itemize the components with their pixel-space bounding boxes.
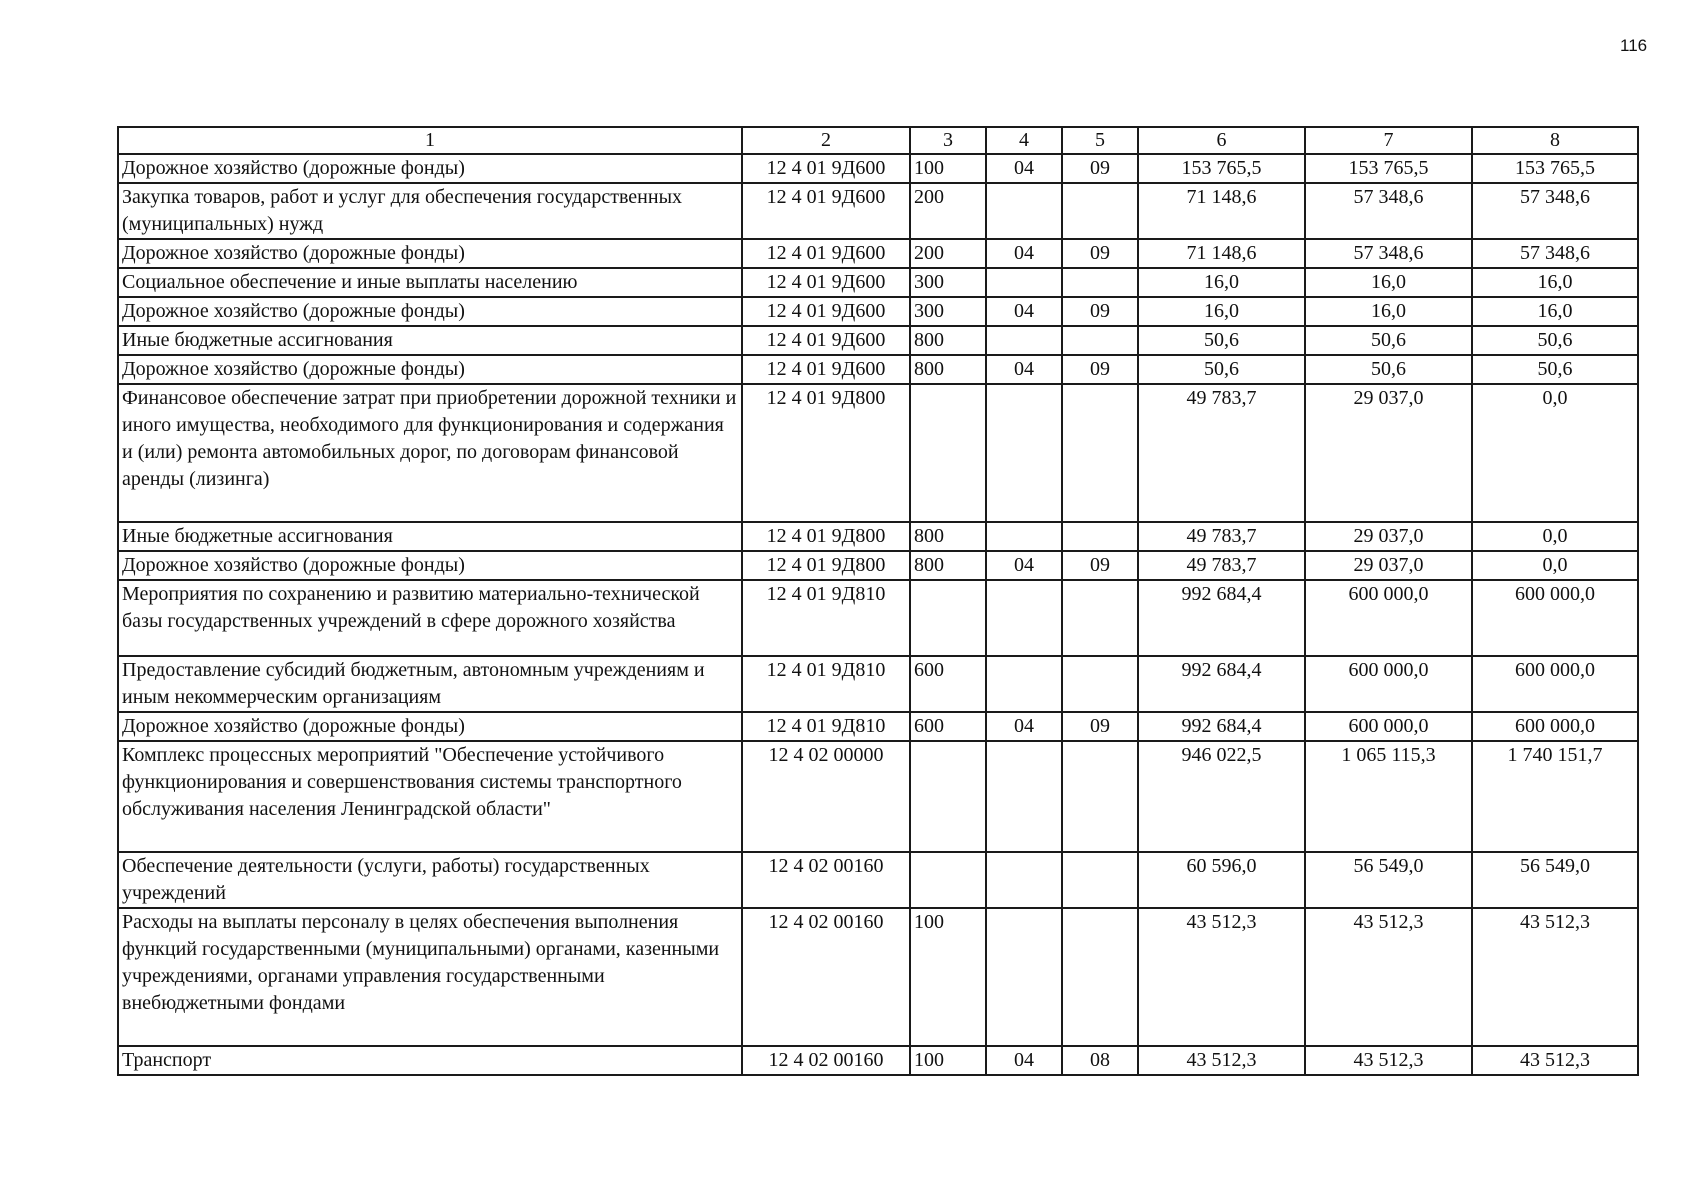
value-7-cell: 600 000,0 xyxy=(1305,712,1472,741)
table-row xyxy=(118,355,1638,384)
item-name-cell: Дорожное хозяйство (дорожные фонды) xyxy=(118,297,742,326)
value-8-cell: 57 348,6 xyxy=(1472,183,1638,239)
column-4-cell xyxy=(986,852,1062,908)
table-row xyxy=(118,1046,1638,1075)
code-cell: 12 4 01 9Д600 xyxy=(742,268,910,297)
item-name-cell: Комплекс процессных мероприятий "Обеспечение устойчивого функционирования и совершенствования системы транспортного обслуживания населения Ленинградской области" xyxy=(118,741,742,852)
value-7-cell: 29 037,0 xyxy=(1305,522,1472,551)
header-cell: 6 xyxy=(1138,127,1305,154)
item-name-cell: Обеспечение деятельности (услуги, работы) государственных учреждений xyxy=(118,852,742,908)
value-7-cell: 57 348,6 xyxy=(1305,239,1472,268)
code-cell: 12 4 01 9Д600 xyxy=(742,326,910,355)
column-3-cell: 100 xyxy=(910,154,986,183)
value-6-cell: 60 596,0 xyxy=(1138,852,1305,908)
value-6-cell: 43 512,3 xyxy=(1138,908,1305,1046)
column-5-cell: 08 xyxy=(1062,1046,1138,1075)
table-row xyxy=(118,852,1638,908)
column-4-cell xyxy=(986,384,1062,522)
column-4-cell: 04 xyxy=(986,355,1062,384)
column-4-cell xyxy=(986,580,1062,656)
code-cell: 12 4 01 9Д600 xyxy=(742,183,910,239)
code-cell: 12 4 02 00160 xyxy=(742,1046,910,1075)
table-row xyxy=(118,580,1638,656)
value-8-cell: 600 000,0 xyxy=(1472,580,1638,656)
item-name-cell: Дорожное хозяйство (дорожные фонды) xyxy=(118,355,742,384)
column-3-cell: 100 xyxy=(910,1046,986,1075)
value-8-cell: 0,0 xyxy=(1472,551,1638,580)
table-row xyxy=(118,522,1638,551)
table-row xyxy=(118,326,1638,355)
column-4-cell xyxy=(986,522,1062,551)
item-name-cell: Дорожное хозяйство (дорожные фонды) xyxy=(118,154,742,183)
value-7-cell: 50,6 xyxy=(1305,355,1472,384)
item-name-cell: Расходы на выплаты персоналу в целях обеспечения выполнения функций государственными (муниципальными) органами, казенными учреждениями, органами управления государственными внебюджетными фондами xyxy=(118,908,742,1046)
item-name-cell: Предоставление субсидий бюджетным, автономным учреждениям и иным некоммерческим организациям xyxy=(118,656,742,712)
column-4-cell xyxy=(986,741,1062,852)
value-8-cell: 56 549,0 xyxy=(1472,852,1638,908)
value-7-cell: 600 000,0 xyxy=(1305,656,1472,712)
table-row xyxy=(118,183,1638,239)
value-7-cell: 29 037,0 xyxy=(1305,551,1472,580)
value-8-cell: 50,6 xyxy=(1472,355,1638,384)
value-6-cell: 946 022,5 xyxy=(1138,741,1305,852)
table-row xyxy=(118,154,1638,183)
value-8-cell: 0,0 xyxy=(1472,522,1638,551)
column-3-cell: 800 xyxy=(910,326,986,355)
value-6-cell: 992 684,4 xyxy=(1138,712,1305,741)
value-8-cell: 153 765,5 xyxy=(1472,154,1638,183)
column-5-cell xyxy=(1062,580,1138,656)
value-8-cell: 57 348,6 xyxy=(1472,239,1638,268)
value-8-cell: 600 000,0 xyxy=(1472,712,1638,741)
code-cell: 12 4 01 9Д600 xyxy=(742,297,910,326)
code-cell: 12 4 01 9Д800 xyxy=(742,522,910,551)
item-name-cell: Дорожное хозяйство (дорожные фонды) xyxy=(118,712,742,741)
column-5-cell xyxy=(1062,326,1138,355)
value-7-cell: 56 549,0 xyxy=(1305,852,1472,908)
code-cell: 12 4 01 9Д800 xyxy=(742,551,910,580)
column-5-cell xyxy=(1062,268,1138,297)
header-cell: 1 xyxy=(118,127,742,154)
column-5-cell: 09 xyxy=(1062,551,1138,580)
value-8-cell: 0,0 xyxy=(1472,384,1638,522)
header-cell: 8 xyxy=(1472,127,1638,154)
column-4-cell xyxy=(986,908,1062,1046)
header-cell: 3 xyxy=(910,127,986,154)
item-name-cell: Иные бюджетные ассигнования xyxy=(118,522,742,551)
column-3-cell: 600 xyxy=(910,712,986,741)
code-cell: 12 4 01 9Д600 xyxy=(742,154,910,183)
value-8-cell: 43 512,3 xyxy=(1472,908,1638,1046)
value-7-cell: 57 348,6 xyxy=(1305,183,1472,239)
column-5-cell xyxy=(1062,384,1138,522)
table-row xyxy=(118,239,1638,268)
column-3-cell xyxy=(910,384,986,522)
column-3-cell: 300 xyxy=(910,268,986,297)
value-6-cell: 992 684,4 xyxy=(1138,656,1305,712)
code-cell: 12 4 01 9Д810 xyxy=(742,580,910,656)
budget-table xyxy=(117,126,1639,1076)
item-name-cell: Мероприятия по сохранению и развитию материально-технической базы государственных учреждений в сфере дорожного хозяйства xyxy=(118,580,742,656)
value-7-cell: 43 512,3 xyxy=(1305,1046,1472,1075)
column-4-cell: 04 xyxy=(986,1046,1062,1075)
value-8-cell: 50,6 xyxy=(1472,326,1638,355)
code-cell: 12 4 02 00160 xyxy=(742,852,910,908)
code-cell: 12 4 01 9Д600 xyxy=(742,355,910,384)
column-3-cell: 200 xyxy=(910,239,986,268)
value-7-cell: 29 037,0 xyxy=(1305,384,1472,522)
value-8-cell: 43 512,3 xyxy=(1472,1046,1638,1075)
value-7-cell: 50,6 xyxy=(1305,326,1472,355)
item-name-cell: Дорожное хозяйство (дорожные фонды) xyxy=(118,239,742,268)
value-6-cell: 71 148,6 xyxy=(1138,183,1305,239)
column-3-cell: 100 xyxy=(910,908,986,1046)
value-8-cell: 600 000,0 xyxy=(1472,656,1638,712)
value-7-cell: 1 065 115,3 xyxy=(1305,741,1472,852)
column-5-cell: 09 xyxy=(1062,154,1138,183)
item-name-cell: Социальное обеспечение и иные выплаты населению xyxy=(118,268,742,297)
table-row xyxy=(118,297,1638,326)
item-name-cell: Финансовое обеспечение затрат при приобретении дорожной техники и иного имущества, необходимого для функционирования и содержания и (или) ремонта автомобильных дорог, по договорам финансовой аренды (лизинга) xyxy=(118,384,742,522)
code-cell: 12 4 01 9Д810 xyxy=(742,712,910,741)
column-3-cell: 600 xyxy=(910,656,986,712)
value-6-cell: 49 783,7 xyxy=(1138,384,1305,522)
item-name-cell: Закупка товаров, работ и услуг для обеспечения государственных (муниципальных) нужд xyxy=(118,183,742,239)
column-5-cell xyxy=(1062,852,1138,908)
column-5-cell xyxy=(1062,183,1138,239)
column-5-cell xyxy=(1062,908,1138,1046)
code-cell: 12 4 02 00000 xyxy=(742,741,910,852)
column-5-cell xyxy=(1062,522,1138,551)
value-6-cell: 50,6 xyxy=(1138,326,1305,355)
value-8-cell: 16,0 xyxy=(1472,268,1638,297)
column-4-cell xyxy=(986,326,1062,355)
column-5-cell xyxy=(1062,656,1138,712)
column-3-cell: 300 xyxy=(910,297,986,326)
item-name-cell: Иные бюджетные ассигнования xyxy=(118,326,742,355)
value-6-cell: 43 512,3 xyxy=(1138,1046,1305,1075)
table-row xyxy=(118,908,1638,1046)
column-4-cell: 04 xyxy=(986,551,1062,580)
column-4-cell: 04 xyxy=(986,297,1062,326)
value-6-cell: 16,0 xyxy=(1138,268,1305,297)
header-cell: 7 xyxy=(1305,127,1472,154)
column-3-cell: 800 xyxy=(910,355,986,384)
column-4-cell xyxy=(986,656,1062,712)
column-5-cell: 09 xyxy=(1062,239,1138,268)
column-3-cell: 800 xyxy=(910,551,986,580)
value-6-cell: 49 783,7 xyxy=(1138,522,1305,551)
column-4-cell xyxy=(986,183,1062,239)
table-header-row xyxy=(118,127,1638,154)
table-row xyxy=(118,551,1638,580)
value-8-cell: 1 740 151,7 xyxy=(1472,741,1638,852)
header-cell: 2 xyxy=(742,127,910,154)
item-name-cell: Транспорт xyxy=(118,1046,742,1075)
table-row xyxy=(118,656,1638,712)
table-row xyxy=(118,384,1638,522)
header-cell: 5 xyxy=(1062,127,1138,154)
column-3-cell: 200 xyxy=(910,183,986,239)
value-8-cell: 16,0 xyxy=(1472,297,1638,326)
header-cell: 4 xyxy=(986,127,1062,154)
column-4-cell: 04 xyxy=(986,239,1062,268)
column-3-cell: 800 xyxy=(910,522,986,551)
column-5-cell: 09 xyxy=(1062,355,1138,384)
value-6-cell: 49 783,7 xyxy=(1138,551,1305,580)
value-7-cell: 600 000,0 xyxy=(1305,580,1472,656)
column-4-cell: 04 xyxy=(986,154,1062,183)
code-cell: 12 4 01 9Д810 xyxy=(742,656,910,712)
code-cell: 12 4 01 9Д800 xyxy=(742,384,910,522)
column-4-cell: 04 xyxy=(986,712,1062,741)
item-name-cell: Дорожное хозяйство (дорожные фонды) xyxy=(118,551,742,580)
value-6-cell: 16,0 xyxy=(1138,297,1305,326)
table-row xyxy=(118,712,1638,741)
value-6-cell: 71 148,6 xyxy=(1138,239,1305,268)
column-3-cell xyxy=(910,852,986,908)
column-3-cell xyxy=(910,580,986,656)
value-7-cell: 16,0 xyxy=(1305,297,1472,326)
value-6-cell: 992 684,4 xyxy=(1138,580,1305,656)
value-7-cell: 16,0 xyxy=(1305,268,1472,297)
value-7-cell: 153 765,5 xyxy=(1305,154,1472,183)
table-row xyxy=(118,268,1638,297)
column-5-cell: 09 xyxy=(1062,297,1138,326)
table-row xyxy=(118,741,1638,852)
value-6-cell: 50,6 xyxy=(1138,355,1305,384)
column-3-cell xyxy=(910,741,986,852)
column-5-cell: 09 xyxy=(1062,712,1138,741)
value-7-cell: 43 512,3 xyxy=(1305,908,1472,1046)
value-6-cell: 153 765,5 xyxy=(1138,154,1305,183)
code-cell: 12 4 02 00160 xyxy=(742,908,910,1046)
column-5-cell xyxy=(1062,741,1138,852)
column-4-cell xyxy=(986,268,1062,297)
page-number: 116 xyxy=(1620,36,1648,55)
code-cell: 12 4 01 9Д600 xyxy=(742,239,910,268)
